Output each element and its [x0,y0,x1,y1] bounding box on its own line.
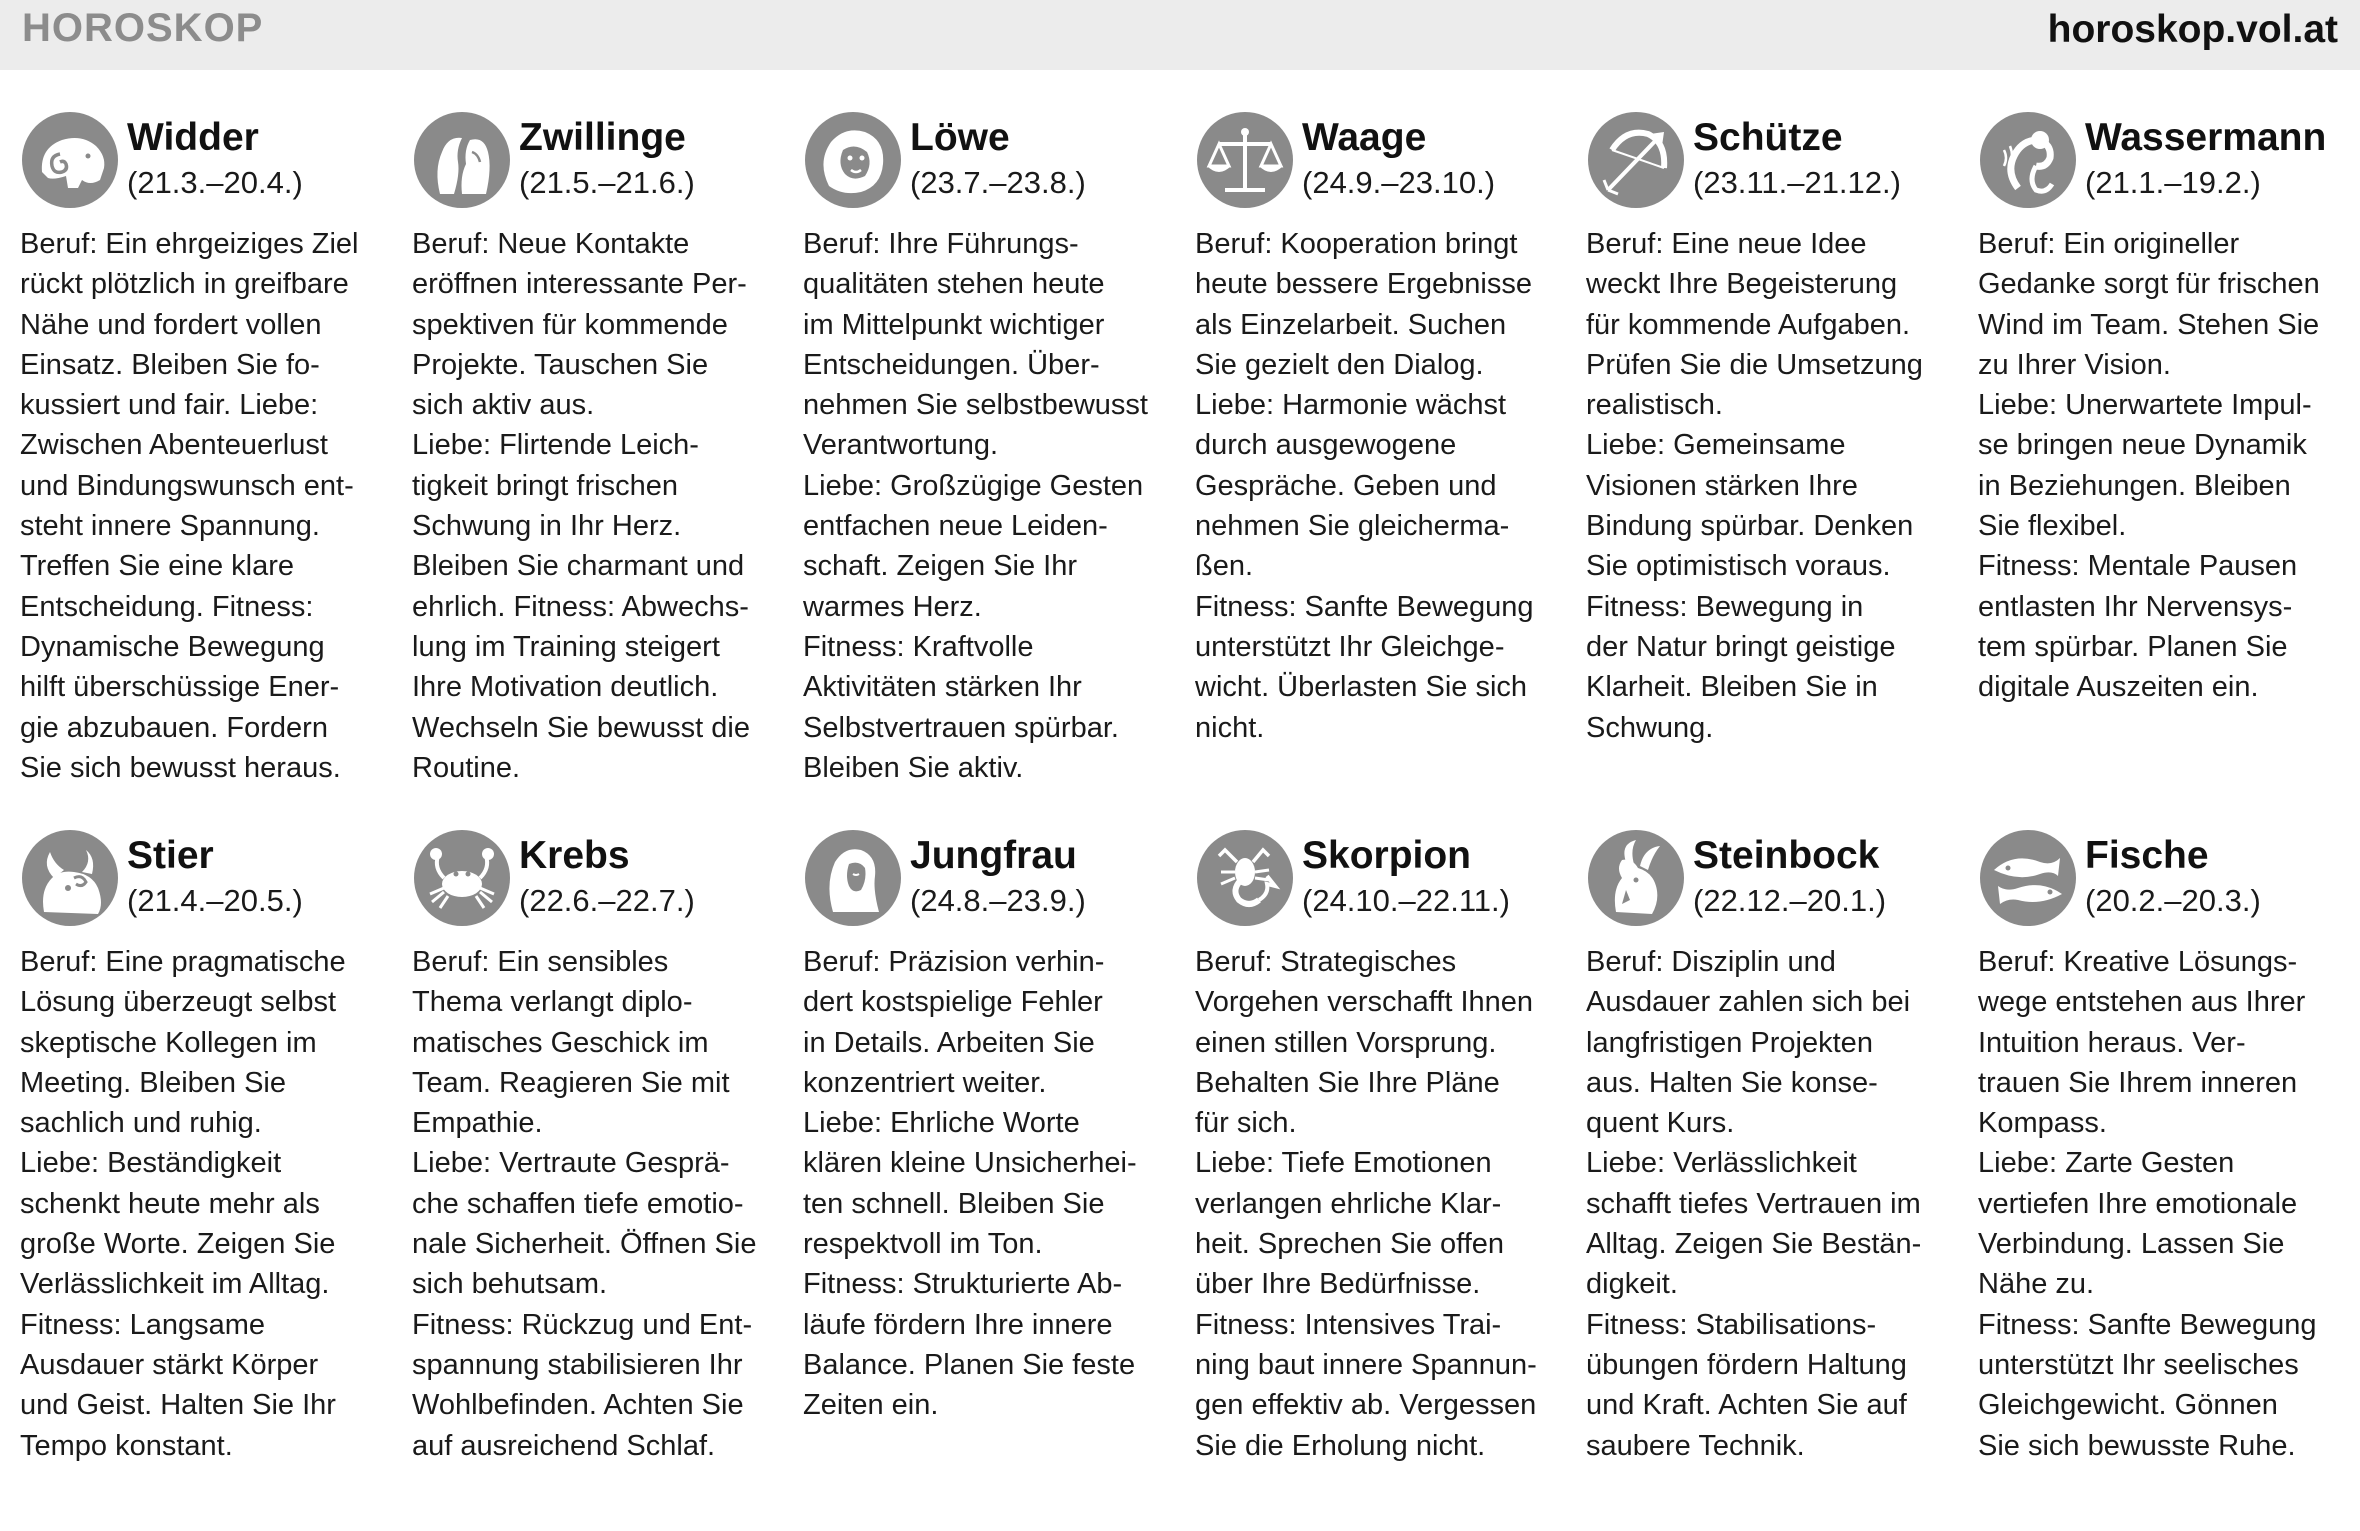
text-line: Nähe zu. [1978,1268,2095,1301]
sign-dates: (22.12.–20.1.) [1693,883,1887,918]
text-line: Balance. Planen Sie feste [803,1348,1136,1381]
text-line: Intuition heraus. Ver- [1978,1026,2246,1059]
text-line: Ihre Motivation deutlich. [412,671,719,704]
sign-dates: (22.6.–22.7.) [519,883,695,918]
text-line: Bleiben Sie charmant und [412,550,745,583]
text-line: gen effektiv ab. Vergessen [1195,1389,1537,1422]
text-line: Fitness: Kraftvolle [803,630,1034,663]
sign-dates: (21.5.–21.6.) [519,165,695,200]
text-line: Gedanke sorgt für frischen [1978,268,2320,301]
text-line: entlasten Ihr Nervensys- [1978,590,2293,623]
text-line: auf ausreichend Schlaf. [412,1429,716,1462]
sign-card [803,828,1173,1531]
text-line: Visionen stärken Ihre [1586,469,1858,502]
text-line: wege entstehen aus Ihrer [1978,986,2306,1019]
text-line: ten schnell. Bleiben Sie [803,1187,1105,1220]
text-line: Bleiben Sie aktiv. [803,751,1024,784]
sign-text [1586,942,1948,1466]
text-line: Behalten Sie Ihre Pläne [1195,1066,1500,1099]
bull-icon [20,828,120,928]
text-line: ßen. [1195,550,1254,583]
sign-name: Jungfrau [910,834,1077,877]
sign-name: Schütze [1693,116,1843,159]
text-line: Beruf: Ein sensibles [412,946,669,978]
text-line: Routine. [412,751,521,784]
sign-card [1195,110,1565,830]
text-line: Klarheit. Bleiben Sie in [1586,671,1878,704]
goat-icon [1586,828,1686,928]
text-line: Verlässlichkeit im Alltag. [20,1268,330,1301]
sign-dates: (23.11.–21.12.) [1693,165,1901,200]
ram-icon [20,110,120,210]
text-line: Schwung. [1586,711,1714,744]
sign-text [803,942,1165,1426]
text-line: Liebe: Beständigkeit [20,1147,282,1180]
scorpion-icon [1195,828,1295,928]
text-line: Liebe: Tiefe Emotionen [1195,1147,1492,1180]
text-line: unterstützt Ihr Gleichge- [1195,630,1505,663]
text-line: heute bessere Ergebnisse [1195,268,1532,301]
sign-card [1586,110,1956,830]
sign-card [1978,828,2348,1531]
text-line: Fitness: Stabilisations- [1586,1308,1877,1341]
text-line: quent Kurs. [1586,1107,1735,1140]
text-line: Sie die Erholung nicht. [1195,1429,1486,1462]
text-line: Prüfen Sie die Umsetzung [1586,348,1923,381]
text-line: Bindung spürbar. Denken [1586,510,1914,543]
sign-name: Fische [2085,834,2209,877]
sign-text [1195,224,1557,748]
text-line: Ausdauer stärkt Körper [20,1348,319,1381]
text-line: Beruf: Kreative Lösungs- [1978,946,2298,978]
sign-text [803,224,1165,788]
text-line: eröffnen interessante Per- [412,268,747,301]
text-line: schenkt heute mehr als [20,1187,320,1220]
text-line: Liebe: Ehrliche Worte [803,1107,1080,1140]
text-line: Tempo konstant. [20,1429,233,1462]
text-line: für sich. [1195,1107,1297,1140]
text-line: Sie flexibel. [1978,510,2127,543]
text-line: aus. Halten Sie konse- [1586,1066,1878,1099]
sign-name: Krebs [519,834,630,877]
sign-dates: (21.3.–20.4.) [127,165,303,200]
text-line: zu Ihrer Vision. [1978,348,2171,381]
text-line: Entscheidungen. Über- [803,348,1100,381]
text-line: Vorgehen verschafft Ihnen [1195,986,1534,1019]
text-line: Alltag. Zeigen Sie Bestän- [1586,1228,1922,1261]
text-line: Schwung in Ihr Herz. [412,510,682,543]
text-line: respektvoll im Ton. [803,1228,1043,1261]
text-line: tigkeit bringt frischen [412,469,678,502]
text-line: Zwischen Abenteuerlust [20,429,328,462]
text-line: Fitness: Sanfte Bewegung [1195,590,1534,623]
sign-dates: (21.1.–19.2.) [2085,165,2261,200]
sign-text [1586,224,1948,748]
text-line: Kompass. [1978,1107,2107,1140]
text-line: Verantwortung. [803,429,999,462]
sign-card [803,110,1173,830]
text-line: Liebe: Verlässlichkeit [1586,1147,1857,1180]
sign-text [1195,942,1557,1466]
text-line: matisches Geschick im [412,1026,709,1059]
text-line: weckt Ihre Begeisterung [1586,268,1898,301]
text-line: Zeiten ein. [803,1389,939,1422]
sign-text [20,942,382,1466]
text-line: Fitness: Langsame [20,1308,266,1341]
text-line: Nähe und fordert vollen [20,308,322,341]
text-line: Sie gezielt den Dialog. [1195,348,1484,381]
text-line: Empathie. [412,1107,543,1140]
text-line: rückt plötzlich in greifbare [20,268,349,301]
crab-icon [412,828,512,928]
text-line: che schaffen tiefe emotio- [412,1187,744,1220]
text-line: übungen fördern Haltung [1586,1348,1907,1381]
sign-text [412,224,774,788]
text-line: Dynamische Bewegung [20,630,325,663]
text-line: qualitäten stehen heute [803,268,1105,301]
text-line: nehmen Sie gleicherma- [1195,510,1510,543]
text-line: lung im Training steigert [412,630,720,663]
text-line: Beruf: Präzision verhin- [803,946,1105,978]
text-line: Wechseln Sie bewusst die [412,711,750,744]
sign-dates: (23.7.–23.8.) [910,165,1086,200]
sign-name: Waage [1302,116,1427,159]
text-line: Team. Reagieren Sie mit [412,1066,730,1099]
text-line: trauen Sie Ihrem inneren [1978,1066,2298,1099]
fish-icon [1978,828,2078,928]
text-line: läufe fördern Ihre innere [803,1308,1113,1341]
water-bearer-icon [1978,110,2078,210]
text-line: wicht. Überlasten Sie sich [1195,671,1528,704]
sign-text [20,224,382,788]
text-line: sich aktiv aus. [412,389,595,422]
text-line: realistisch. [1586,389,1723,422]
text-line: digkeit. [1586,1268,1678,1301]
text-line: nehmen Sie selbstbewusst [803,389,1148,422]
sign-dates: (20.2.–20.3.) [2085,883,2261,918]
text-line: entfachen neue Leiden- [803,510,1108,543]
virgin-icon [803,828,903,928]
text-line: im Mittelpunkt wichtiger [803,308,1105,341]
text-line: Fitness: Strukturierte Ab- [803,1268,1123,1301]
page-title: HOROSKOP [22,6,264,50]
text-line: Fitness: Mentale Pausen [1978,550,2298,583]
header-bar [0,0,2360,70]
text-line: Einsatz. Bleiben Sie fo- [20,348,320,381]
text-line: heit. Sprechen Sie offen [1195,1228,1505,1261]
text-line: Projekte. Tauschen Sie [412,348,709,381]
text-line: als Einzelarbeit. Suchen [1195,308,1507,341]
text-line: gie abzubauen. Fordern [20,711,328,744]
sign-name: Zwillinge [519,116,686,159]
text-line: Liebe: Zarte Gesten [1978,1147,2235,1180]
text-line: schafft tiefes Vertrauen im [1586,1187,1921,1220]
text-line: digitale Auszeiten ein. [1978,671,2259,704]
text-line: Meeting. Bleiben Sie [20,1066,286,1099]
sign-dates: (24.8.–23.9.) [910,883,1086,918]
text-line: ning baut innere Spannun- [1195,1348,1537,1381]
text-line: Gleichgewicht. Gönnen [1978,1389,2278,1422]
text-line: über Ihre Bedürfnisse. [1195,1268,1481,1301]
text-line: langfristigen Projekten [1586,1026,1873,1059]
text-line: Beruf: Kooperation bringt [1195,228,1518,260]
sign-name: Skorpion [1302,834,1472,877]
text-line: nicht. [1195,711,1265,744]
text-line: durch ausgewogene [1195,429,1457,462]
text-line: se bringen neue Dynamik [1978,429,2307,462]
text-line: Wind im Team. Stehen Sie [1978,308,2320,341]
text-line: nale Sicherheit. Öffnen Sie [412,1228,757,1261]
text-line: Fitness: Bewegung in [1586,590,1864,623]
text-line: Fitness: Sanfte Bewegung [1978,1308,2317,1341]
text-line: Fitness: Rückzug und Ent- [412,1308,753,1341]
sign-card [20,110,390,830]
text-line: Beruf: Neue Kontakte [412,228,690,260]
text-line: große Worte. Zeigen Sie [20,1228,336,1261]
sign-dates: (24.9.–23.10.) [1302,165,1496,200]
sign-text [1978,224,2340,708]
text-line: Liebe: Unerwartete Impul- [1978,389,2312,422]
text-line: Beruf: Eine pragmatische [20,946,346,978]
text-line: kussiert und fair. Liebe: [20,389,319,422]
text-line: Gespräche. Geben und [1195,469,1497,502]
sign-name: Steinbock [1693,834,1880,877]
text-line: Liebe: Großzügige Gesten [803,469,1144,502]
text-line: verlangen ehrliche Klar- [1195,1187,1502,1220]
sign-name: Löwe [910,116,1010,159]
sign-dates: (24.10.–22.11.) [1302,883,1510,918]
text-line: Wohlbefinden. Achten Sie [412,1389,744,1422]
text-line: Entscheidung. Fitness: [20,590,314,623]
sign-card [1195,828,1565,1531]
sign-name: Widder [127,116,259,159]
text-line: Beruf: Ein ehrgeiziges Ziel [20,228,359,260]
text-line: Thema verlangt diplo- [412,986,693,1019]
text-line: Beruf: Ihre Führungs- [803,228,1079,260]
text-line: in Beziehungen. Bleiben [1978,469,2291,502]
text-line: und Geist. Halten Sie Ihr [20,1389,336,1422]
text-line: Beruf: Strategisches [1195,946,1457,978]
text-line: hilft überschüssige Ener- [20,671,340,704]
text-line: spannung stabilisieren Ihr [412,1348,743,1381]
text-line: Selbstvertrauen spürbar. [803,711,1119,744]
text-line: ehrlich. Fitness: Abwechs- [412,590,749,623]
text-line: dert kostspielige Fehler [803,986,1103,1019]
text-line: Aktivitäten stärken Ihr [803,671,1082,704]
twins-icon [412,110,512,210]
text-line: Ausdauer zahlen sich bei [1586,986,1911,1019]
text-line: Sie optimistisch voraus. [1586,550,1891,583]
site-link[interactable]: horoskop.vol.at [2047,8,2338,51]
text-line: Liebe: Flirtende Leich- [412,429,699,462]
lion-icon [803,110,903,210]
text-line: tem spürbar. Planen Sie [1978,630,2288,663]
text-line: sich behutsam. [412,1268,608,1301]
sign-text [1978,942,2340,1466]
text-line: klären kleine Unsicherhei- [803,1147,1137,1180]
text-line: sachlich und ruhig. [20,1107,262,1140]
text-line: vertiefen Ihre emotionale [1978,1187,2298,1220]
text-line: skeptische Kollegen im [20,1026,317,1059]
text-line: Liebe: Gemeinsame [1586,429,1846,462]
text-line: Lösung überzeugt selbst [20,986,336,1019]
text-line: Beruf: Disziplin und [1586,946,1836,978]
sign-name: Stier [127,834,214,877]
text-line: Sie sich bewusste Ruhe. [1978,1429,2296,1462]
sign-dates: (21.4.–20.5.) [127,883,303,918]
text-line: Liebe: Harmonie wächst [1195,389,1507,422]
sign-text [412,942,774,1466]
sign-card [1586,828,1956,1531]
text-line: unterstützt Ihr seelisches [1978,1348,2299,1381]
text-line: der Natur bringt geistige [1586,630,1896,663]
sign-card [412,110,782,830]
text-line: und Kraft. Achten Sie auf [1586,1389,1907,1422]
sign-card [412,828,782,1531]
sign-card [20,828,390,1531]
text-line: konzentriert weiter. [803,1066,1047,1099]
text-line: Fitness: Intensives Trai- [1195,1308,1502,1341]
text-line: saubere Technik. [1586,1429,1805,1462]
sign-name: Wassermann [2085,116,2327,159]
text-line: warmes Herz. [803,590,982,623]
text-line: Beruf: Eine neue Idee [1586,228,1867,260]
text-line: für kommende Aufgaben. [1586,308,1911,341]
text-line: schaft. Zeigen Sie Ihr [803,550,1078,583]
text-line: Treffen Sie eine klare [20,550,295,583]
scales-icon [1195,110,1295,210]
text-line: Liebe: Vertraute Gesprä- [412,1147,730,1180]
text-line: steht innere Spannung. [20,510,320,543]
text-line: in Details. Arbeiten Sie [803,1026,1095,1059]
text-line: Beruf: Ein origineller [1978,228,2240,260]
text-line: spektiven für kommende [412,308,728,341]
bow-arrow-icon [1586,110,1686,210]
text-line: und Bindungswunsch ent- [20,469,354,502]
text-line: Verbindung. Lassen Sie [1978,1228,2285,1261]
sign-card [1978,110,2348,830]
text-line: Sie sich bewusst heraus. [20,751,341,784]
text-line: einen stillen Vorsprung. [1195,1026,1497,1059]
